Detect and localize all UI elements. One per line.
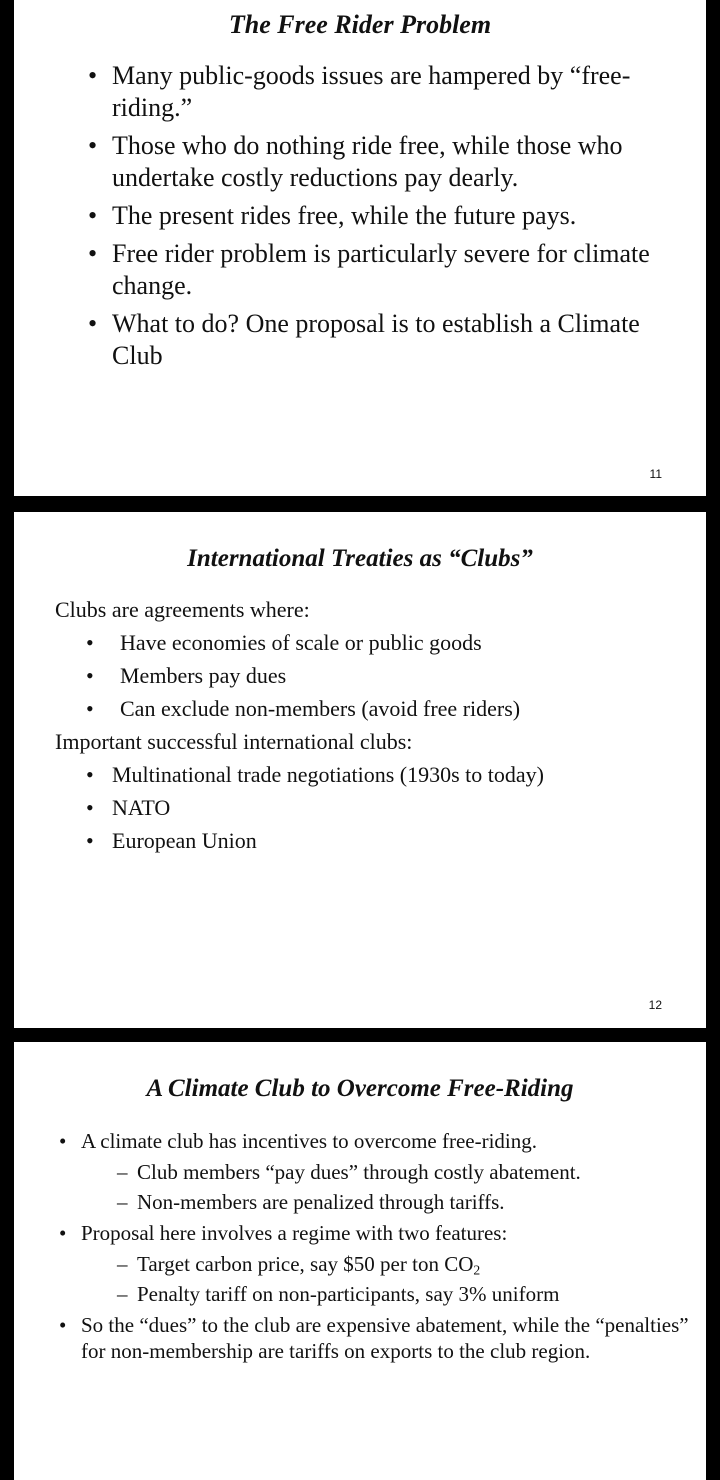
sub-list-item	[81, 1251, 695, 1277]
list-item: • European Union	[55, 827, 675, 854]
list-item: • NATO	[55, 794, 675, 821]
list-item	[55, 1128, 695, 1215]
list-item: • Free rider problem is particularly severe for climate change.	[112, 238, 672, 302]
list-item: • Have economies of scale or public goods	[55, 629, 675, 656]
bullet-list	[55, 629, 675, 722]
slide-13	[14, 1042, 706, 1480]
page-number: 11	[649, 467, 662, 481]
list-item: • So the “dues” to the club are expensive abatement, while the “penalties” for non-membership are tariffs on exports to the club region.	[55, 1312, 695, 1364]
slide-11	[14, 0, 706, 496]
list-item: • Can exclude non-members (avoid free riders)	[55, 695, 675, 722]
slide-12	[14, 512, 706, 1028]
list-item: • The present rides free, while the future pays.	[112, 200, 672, 232]
page-number: 12	[648, 998, 662, 1012]
list-item: • Members pay dues	[55, 662, 675, 689]
bullet-list	[55, 1128, 695, 1364]
slide-title: A Climate Club to Overcome Free-Riding	[146, 1075, 574, 1102]
slide-body	[55, 1128, 695, 1369]
slide-title: The Free Rider Problem	[228, 10, 492, 39]
list-item: • Multinational trade negotiations (1930s to today)	[55, 761, 675, 788]
sub-list-item: – Club members “pay dues” through costly abatement.	[81, 1159, 695, 1185]
bullet-text: Proposal here involves a regime with two features:	[81, 1221, 508, 1245]
sub-bullet-list	[81, 1251, 695, 1307]
slide-body	[55, 596, 675, 860]
intro-text: Clubs are agreements where:	[55, 597, 310, 622]
sub-list-item: – Penalty tariff on non-participants, say 3% uniform	[81, 1281, 695, 1307]
list-item	[55, 1220, 695, 1307]
sub-bullet-list	[81, 1159, 695, 1215]
bullet-list	[112, 60, 672, 378]
sub-list-item: – Non-members are penalized through tariffs.	[81, 1189, 695, 1215]
intro-text: Important successful international clubs:	[55, 729, 413, 754]
bullet-text: A climate club has incentives to overcome free-riding.	[81, 1129, 538, 1153]
slide-title: International Treaties as “Clubs”	[187, 545, 533, 572]
list-item: • Those who do nothing ride free, while those who undertake costly reductions pay dearly.	[112, 130, 672, 194]
list-item: • Many public-goods issues are hampered by “free-riding.”	[112, 60, 672, 124]
bullet-list	[55, 761, 675, 854]
subscript: 2	[473, 1262, 481, 1278]
sub-item-text: Target carbon price, say $50 per ton CO	[137, 1252, 474, 1276]
list-item: • What to do? One proposal is to establish a Climate Club	[112, 308, 672, 372]
